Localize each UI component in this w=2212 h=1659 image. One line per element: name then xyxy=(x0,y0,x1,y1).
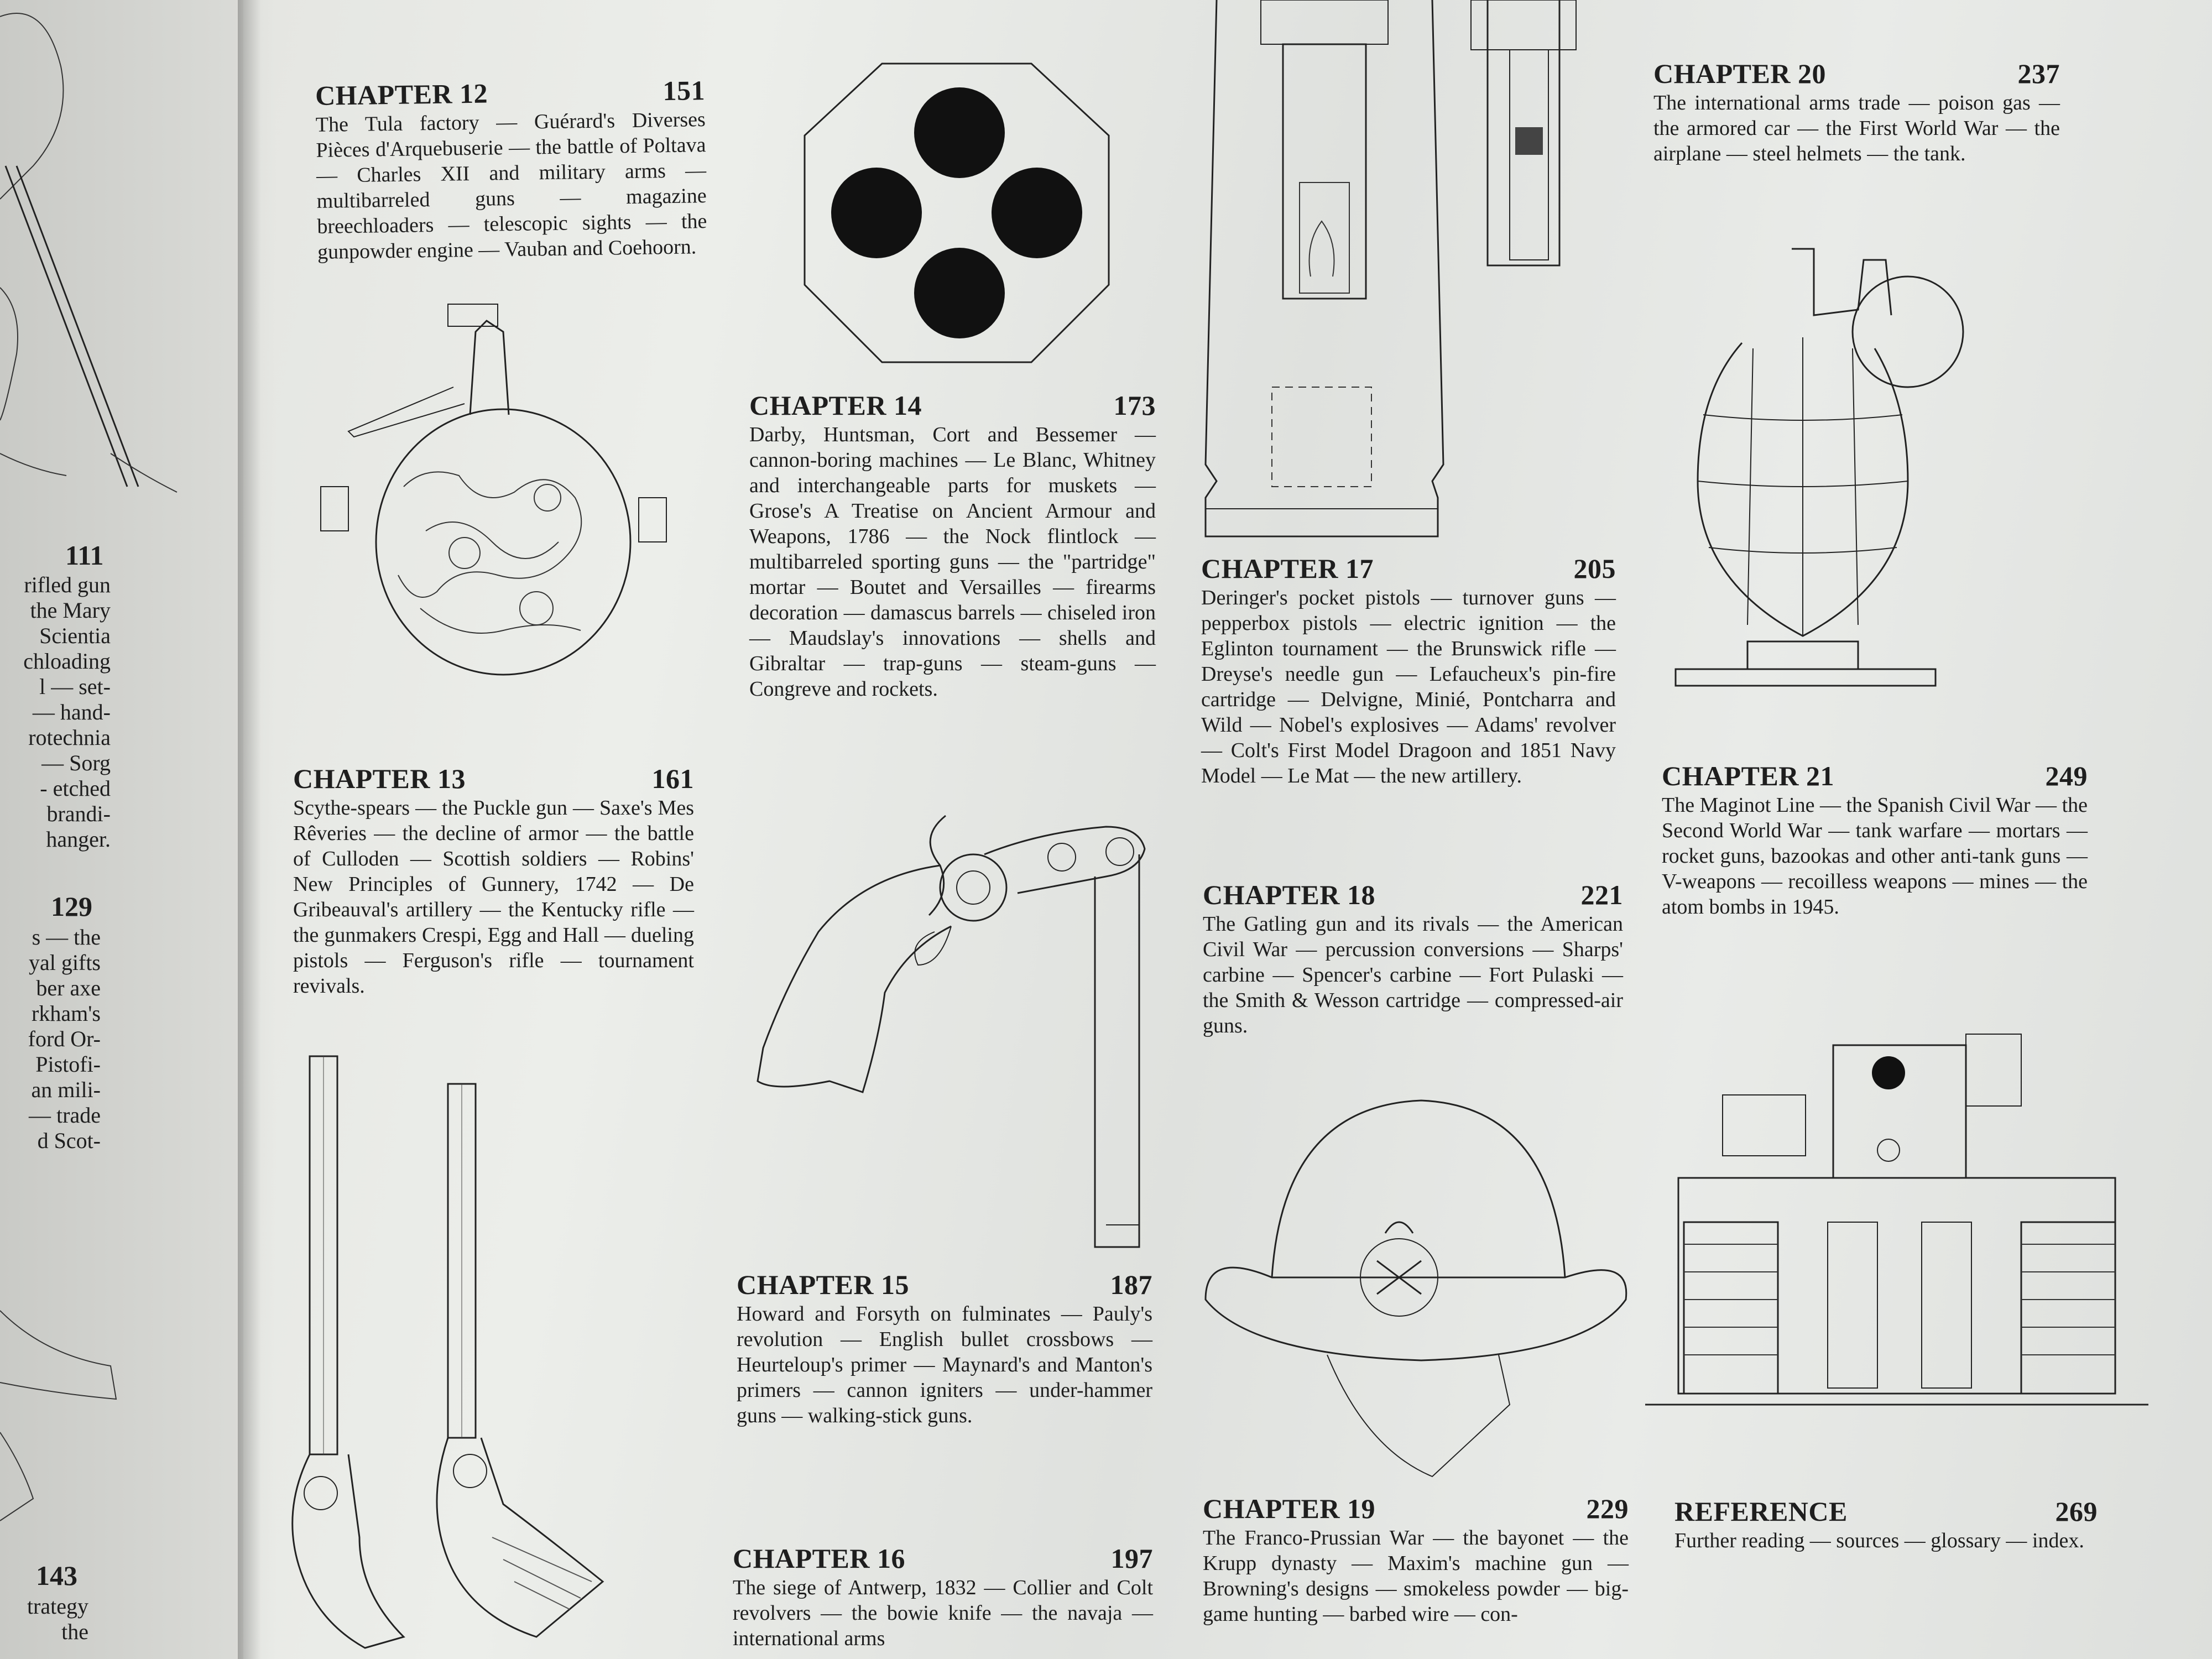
chapter-page: 173 xyxy=(1113,390,1156,421)
left-page-fragment-block-b xyxy=(0,925,101,1154)
left-page-fragment-line: Pistofi- xyxy=(35,1052,101,1077)
powder-flask-illustration xyxy=(315,299,675,686)
chapter-15-entry xyxy=(737,1269,1152,1428)
left-page-number-2: 129 xyxy=(51,891,92,922)
chapter-summary: Darby, Huntsman, Cort and Bessemer — cannon-boring machines — Le Blanc, Whitney and interchangeable parts for muskets — Grose's A Treatise on Ancient Armour and Weapons, 1786 — the Nock flintlock — multibarreled sporting guns — the "partridge" mortar — Boutet and Versailles — firearms decoration — damascus barrels — chiseled iron — Maudslay's innovations — shells and Gibraltar — trap-guns — steam-guns — Congreve and rockets. xyxy=(749,423,1156,701)
multibarrel-muzzle-illustration xyxy=(799,58,1114,368)
chapter-title: CHAPTER 12 xyxy=(315,77,488,111)
chapter-title: CHAPTER 15 xyxy=(737,1269,909,1300)
chapter-page: 249 xyxy=(2045,760,2088,791)
left-page-fragment-line: the xyxy=(61,1619,88,1644)
walking-stick-gun-illustration xyxy=(752,782,1161,1258)
left-page-fragment-line: yal gifts xyxy=(29,950,101,975)
chapter-page: 205 xyxy=(1573,553,1616,584)
chapter-summary: The Maginot Line — the Spanish Civil War — the Second World War — tank warfare — mortars — rocket guns, bazookas and other anti-tank guns — V-weapons — recoilless weapons — mines — the atom bombs in 1945. xyxy=(1662,794,2088,919)
chapter-title: CHAPTER 21 xyxy=(1662,760,1834,791)
hand-grenade-illustration xyxy=(1665,238,1980,702)
chapter-title: CHAPTER 20 xyxy=(1653,58,1826,89)
chapter-summary: Further reading — sources — glossary — index. xyxy=(1674,1529,2084,1552)
steel-helmet-illustration xyxy=(1200,1095,1631,1493)
chapter-12-entry xyxy=(315,75,708,265)
chapter-19-entry xyxy=(1203,1493,1629,1627)
chapter-title: CHAPTER 17 xyxy=(1201,553,1374,584)
chapter-page: 229 xyxy=(1586,1493,1629,1524)
chapter-summary: Scythe-spears — the Puckle gun — Saxe's Mes Rêveries — the decline of armor — the battle of Culloden — Scottish soldiers — Robins' New Principles of Gunnery, 1742 — De Gribeauval's artillery — the Kentucky rifle — the gunmakers Crespi, Egg and Hall — dueling pistols — Ferguson's rifle — tournament revivals. xyxy=(293,796,694,998)
chapter-title: REFERENCE xyxy=(1674,1496,1848,1527)
chapter-page: 269 xyxy=(2055,1496,2098,1527)
soldier-figure-illustration xyxy=(0,0,182,498)
chapter-title: CHAPTER 14 xyxy=(749,390,922,421)
chapter-summary: The Tula factory — Guérard's Diverses Pièces d'Arquebuserie — the battle of Poltava — Charles XII and military arms — multibarreled guns — magazine breechloaders — telescopic sights — the gunpowder engine — Vauban and Coehoorn. xyxy=(315,108,707,264)
left-page-fragment-line: an mili- xyxy=(31,1077,101,1102)
chapter-page: 151 xyxy=(662,75,706,107)
chapter-page: 161 xyxy=(651,763,694,794)
left-page-fragment-line: chloading xyxy=(23,649,111,674)
left-page-fragment-line: rifled gun xyxy=(24,572,111,597)
left-page-fragment-line: hanger. xyxy=(46,827,111,852)
left-page-fragment-line: s — the xyxy=(32,925,101,950)
chapter-title: CHAPTER 16 xyxy=(733,1543,905,1574)
chapter-page: 237 xyxy=(2017,58,2060,89)
chapter-page: 221 xyxy=(1580,879,1623,910)
left-page-fragment-block-a xyxy=(0,572,111,852)
left-page-fragment-line: rotechnia xyxy=(28,725,111,750)
chapter-title: CHAPTER 13 xyxy=(293,763,466,794)
chapter-16-entry xyxy=(733,1543,1153,1651)
left-page-fragment-line: ford Or- xyxy=(28,1026,101,1051)
chapter-18-entry xyxy=(1203,879,1623,1039)
chapter-summary: The siege of Antwerp, 1832 — Collier and Colt revolvers — the bowie knife — the navaja — international arms xyxy=(733,1576,1153,1650)
left-page-fragment-line: — hand- xyxy=(32,700,111,724)
left-page-fragment-line: brandi- xyxy=(46,801,111,826)
chapter-17-entry xyxy=(1201,553,1616,789)
chapter-summary: The international arms trade — poison gas — the armored car — the First World War — the airplane — steel helmets — the tank. xyxy=(1653,91,2060,165)
chapter-summary: Deringer's pocket pistols — turnover guns — pepperbox pistols — electric ignition — the Eglinton tournament — the Brunswick rifle — Dreyse's needle gun — Lefaucheux's pin-fire cartridge — Delvigne, Minié, Pontcharra and Wild — Nobel's explosives — Adams' revolver — Colt's First Model Dragoon and 1851 Navy Model — Le Mat — the new artillery. xyxy=(1201,586,1616,787)
left-page-fragment-line: ber axe xyxy=(36,975,101,1000)
left-page-number-3: 143 xyxy=(36,1560,77,1591)
left-page-fragment-line: — Sorg xyxy=(41,750,111,775)
chapter-summary: Howard and Forsyth on fulminates — Pauly's revolution — English bullet crossbows — Heurteloup's primer — Maynard's and Manton's primers — cannon igniters — under-hammer guns — walking-stick guns. xyxy=(737,1302,1152,1427)
chapter-title: CHAPTER 19 xyxy=(1203,1493,1375,1524)
chapter-13-entry xyxy=(293,763,694,999)
left-page-fragment-line: the Mary xyxy=(30,598,111,623)
left-page-fragment-block-c xyxy=(0,1594,88,1645)
chapter-title: CHAPTER 18 xyxy=(1203,879,1375,910)
left-page-number-1: 111 xyxy=(65,540,104,571)
left-page-fragment-line: - etched xyxy=(40,776,111,801)
chapter-20-entry xyxy=(1653,58,2060,166)
left-page-fragment-line: d Scot- xyxy=(37,1128,101,1153)
reference-entry xyxy=(1674,1496,2098,1553)
left-page-fragment-line: l — set- xyxy=(39,674,111,699)
left-page-fragment-line: Scientia xyxy=(39,623,111,648)
dueling-pistols-illustration xyxy=(260,1051,625,1659)
chapter-14-entry xyxy=(749,390,1156,702)
left-page-fragment-line: trategy xyxy=(27,1594,88,1619)
partial-weapon-illustration xyxy=(0,1288,127,1521)
chapter-page: 187 xyxy=(1110,1269,1152,1300)
left-page-fragment-line: — trade xyxy=(29,1103,101,1128)
shell-cross-section-illustration xyxy=(1200,0,1626,542)
left-page-fragment-line: rkham's xyxy=(32,1001,101,1026)
chapter-21-entry xyxy=(1662,760,2088,920)
chapter-page: 197 xyxy=(1110,1543,1153,1574)
chapter-summary: The Gatling gun and its rivals — the American Civil War — percussion conversions — Sharps' carbine — Spencer's carbine — Fort Pulaski — the Smith & Wesson cartridge — compressed-air guns. xyxy=(1203,912,1623,1037)
chapter-summary: The Franco-Prussian War — the bayonet — the Krupp dynasty — Maxim's machine gun — Browning's designs — smokeless powder — big-game hunting — barbed wire — con- xyxy=(1203,1526,1629,1626)
tank-illustration xyxy=(1645,1012,2151,1410)
